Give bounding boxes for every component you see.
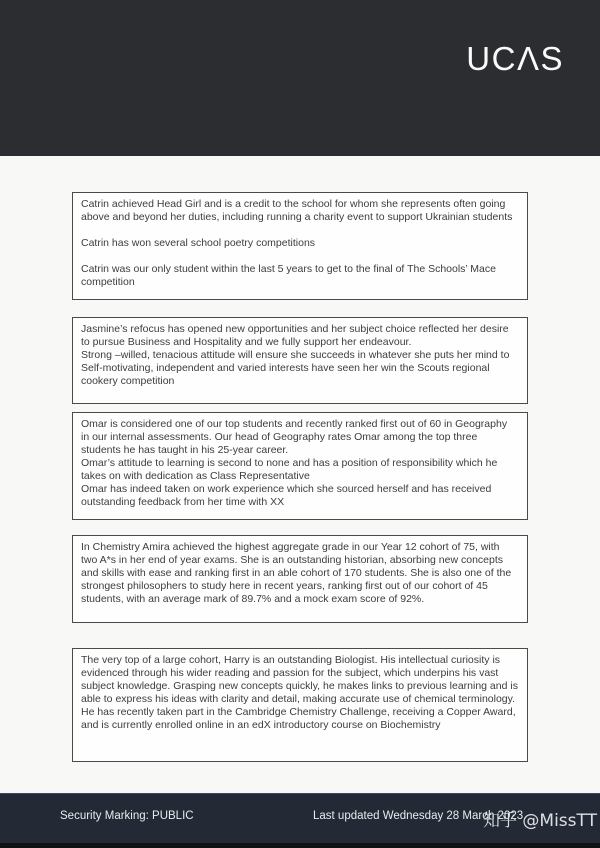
paragraph: Catrin achieved Head Girl and is a credit to the school for whom she represents often going above and beyond her duties, including running a charity event to support Ukrainian students (81, 198, 513, 223)
paragraph: Strong –willed, tenacious attitude will ensure she succeeds in whatever she puts her mind to (81, 349, 510, 361)
reference-box-amira (72, 535, 528, 623)
paragraph: The very top of a large cohort, Harry is an outstanding Biologist. His intellectual curiosity is evidenced through his wider reading and passion for the subject, which underpins his vast subject knowledge. Grasping new concepts quickly, he makes links to previous learning and is able to express his ideas with clarity and detail, making accurate use of chemical terminology. He has recently taken part in the Cambridge Chemistry Challenge, receiving a Copper Award, and is currently enrolled online in an edX introductory course on Biochemistry (81, 654, 518, 731)
paragraph: Omar has indeed taken on work experience which she sourced herself and has received outstanding feedback from her time with XX (81, 483, 492, 508)
bottom-strip (0, 843, 600, 848)
paragraph: Catrin was our only student within the last 5 years to get to the final of The Schools’ Mace competition (81, 263, 496, 288)
reference-box-catrin (72, 192, 528, 300)
paragraph: Omar is considered one of our top students and recently ranked first out of 60 in Geography in our internal assessments. Our head of Geography rates Omar among the top three students he has taught in his 25-year career. (81, 418, 508, 456)
paragraph: Omar’s attitude to learning is second to none and has a position of responsibility which he takes on with dedication as Class Representative (81, 457, 498, 482)
paragraph: Catrin has won several school poetry competitions (81, 237, 316, 249)
paragraph: In Chemistry Amira achieved the highest aggregate grade in our Year 12 cohort of 75, with two A*s in her end of year exams. She is an outstanding historian, absorbing new concepts and skills with ease and ranking first in an able cohort of 170 students. She is also one of the strongest philosophers to study here in recent years, ranking first out of our cohort of 45 students, with an average mark of 89.7% and a mock exam score of 92%. (81, 541, 512, 605)
security-marking-label: Security Marking: PUBLIC (60, 810, 194, 822)
last-updated-label: Last updated Wednesday 28 March 2023 (313, 810, 524, 822)
zhihu-watermark: 知乎 @MissTT (483, 811, 597, 831)
paragraph: Self-motivating, independent and varied interests have seen her win the Scouts regional cookery competition (81, 362, 490, 387)
header-bar (0, 0, 600, 156)
reference-box-harry (72, 648, 528, 762)
paragraph: Jasmine’s refocus has opened new opportunities and her subject choice reflected her desire to pursue Business and Hospitality and we fully support her endeavour. (81, 323, 509, 348)
reference-box-omar (72, 412, 528, 520)
reference-box-jasmine (72, 317, 528, 404)
ucas-logo: UCΛS (466, 40, 564, 77)
